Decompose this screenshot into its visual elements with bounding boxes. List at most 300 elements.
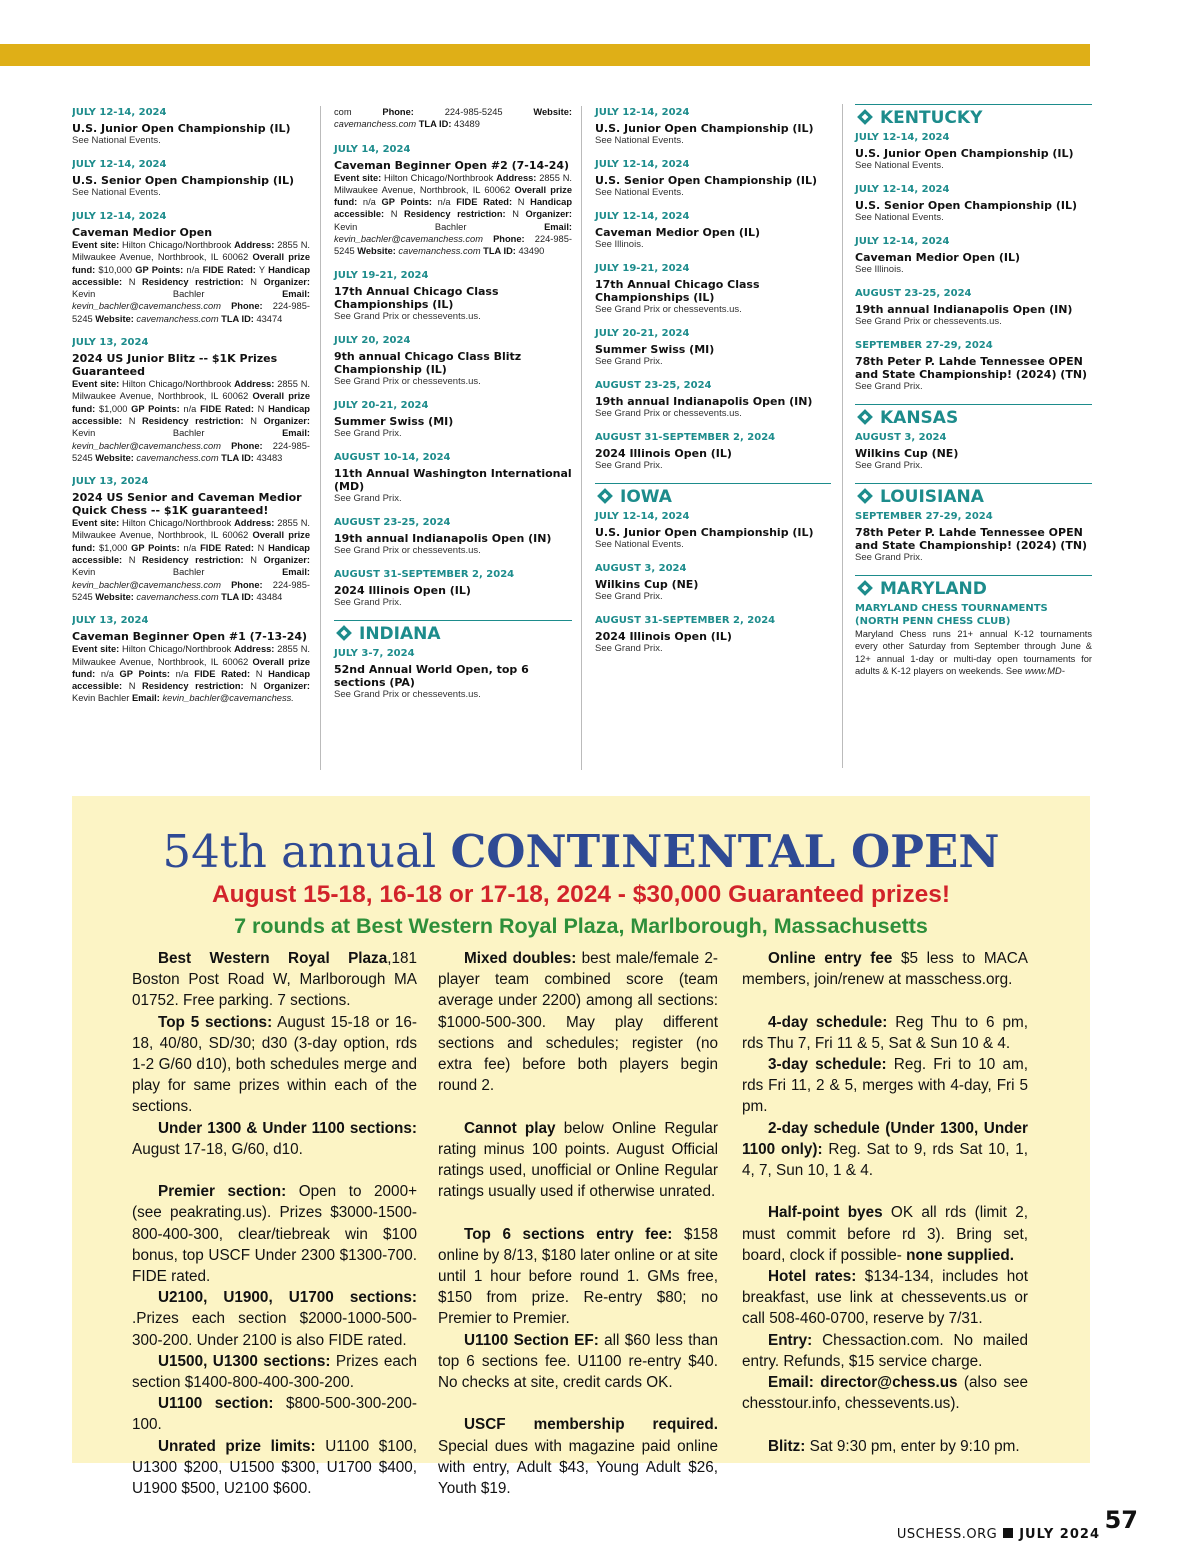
detail-value: n/a xyxy=(179,403,201,414)
detail-label: FIDE Rated: xyxy=(202,264,256,275)
ad-paragraph-lead: USCF membership required. xyxy=(464,1416,718,1434)
detail-value: cavemanchess.com xyxy=(133,591,222,602)
ad-paragraph-lead: Blitz: xyxy=(768,1437,806,1455)
ad-paragraph-lead: Hotel rates: xyxy=(768,1268,857,1286)
detail-value: 224-985-5245 xyxy=(413,107,534,117)
detail-value: Kevin Bachler xyxy=(72,567,283,578)
state-name: KANSAS xyxy=(880,408,959,428)
event-title: 17th Annual Chicago Class Championships (IL) xyxy=(334,284,499,311)
detail-label: Event site: xyxy=(72,644,120,655)
detail-label: Website: xyxy=(95,591,134,602)
event-note: See National Events. xyxy=(72,135,161,146)
event-note: See Grand Prix. xyxy=(595,460,663,471)
detail-label: Event site: xyxy=(72,518,120,529)
event-title: Caveman Beginner Open #1 (7-13-24) xyxy=(72,630,308,644)
detail-label: Residency restriction: xyxy=(142,555,244,566)
detail-value: n/a xyxy=(357,197,382,208)
detail-value: 43483 xyxy=(253,452,283,463)
detail-label: Overall prize fund: xyxy=(72,656,310,679)
detail-value: Kevin Bachler xyxy=(72,289,283,300)
detail-value: 2855 N. Milwaukee Avenue, Northbrook, IL 60062 xyxy=(72,379,310,402)
detail-label: Phone: xyxy=(493,234,525,245)
ad-paragraph-text: Sat 9:30 pm, enter by 9:10 pm. xyxy=(805,1437,1020,1455)
detail-label: Handicap accessible: xyxy=(334,197,572,220)
event-title: 9th annual Chicago Class Blitz Championship (IL) xyxy=(334,349,522,376)
detail-label: Website: xyxy=(95,313,134,324)
state-diamond-icon xyxy=(857,409,873,425)
detail-value: cavemanchess.com xyxy=(395,246,484,257)
event-note: See Grand Prix. xyxy=(855,552,923,563)
detail-label: Email: xyxy=(282,567,310,578)
state-diamond-icon xyxy=(857,488,873,504)
page-footer xyxy=(897,1527,1100,1542)
event-date: JULY 20, 2024 xyxy=(334,334,411,346)
event-listing xyxy=(72,106,310,147)
ad-paragraph xyxy=(438,1414,718,1499)
detail-label: Residency restriction: xyxy=(142,681,244,692)
ad-paragraph xyxy=(438,1330,718,1394)
ad-paragraph-text: $134-134, includes hot breakfast, use link at chessevents.us or call 508-460-0700, reserve by 7/31. xyxy=(742,1268,1028,1328)
ad-paragraph-text: Prizes each section $1400-800-400-300-200. xyxy=(132,1352,418,1392)
event-title: 19th annual Indianapolis Open (IN) xyxy=(855,303,1073,316)
detail-value: N xyxy=(122,681,142,692)
detail-label: Residency restriction: xyxy=(142,276,244,287)
ad-paragraph-lead: U2100, U1900, U1700 sections: xyxy=(158,1289,417,1307)
detail-label: Address: xyxy=(234,240,275,250)
event-date: AUGUST 3, 2024 xyxy=(595,563,687,574)
ad-paragraph-text: August 15-18 or 16-18, 40/80, SD/30; d30 (3-day option, rds 1-2 G/60 d10), both schedules merge and play for same prizes within each of the sections. xyxy=(132,1013,417,1116)
event-note: See Grand Prix or chessevents.us. xyxy=(334,375,481,387)
event-note: See Grand Prix or chessevents.us. xyxy=(595,408,742,419)
event-title: U.S. Senior Open Championship (IL) xyxy=(595,174,818,187)
detail-value: N xyxy=(243,276,264,287)
detail-label: GP Points: xyxy=(135,264,184,275)
ad-paragraph xyxy=(742,1118,1028,1182)
ad-paragraph-text: $800-500-300-200-100. xyxy=(132,1395,417,1434)
ad-paragraph xyxy=(438,1118,718,1203)
event-title: Summer Swiss (MI) xyxy=(334,414,454,428)
detail-value: Y xyxy=(255,264,269,275)
event-listing xyxy=(334,143,572,258)
event-title: U.S. Junior Open Championship (IL) xyxy=(855,147,1074,160)
event-listing xyxy=(595,510,831,551)
event-listing xyxy=(855,183,1092,224)
detail-value: N xyxy=(122,555,142,566)
detail-label: Handicap accessible: xyxy=(72,668,310,692)
event-listing xyxy=(334,269,572,323)
detail-value: n/a xyxy=(183,264,203,275)
event-listing xyxy=(595,158,831,199)
event-date: AUGUST 31-SEPTEMBER 2, 2024 xyxy=(595,432,776,443)
event-note: See Illinois. xyxy=(855,264,904,275)
event-title: Wilkins Cup (NE) xyxy=(855,447,959,460)
event-title: 2024 US Senior and Caveman Medior Quick Chess -- $1K guaranteed! xyxy=(72,491,302,518)
detail-label: Address: xyxy=(496,172,537,183)
event-date: JULY 13, 2024 xyxy=(72,615,149,627)
detail-label: GP Points: xyxy=(131,403,180,414)
ad-paragraph xyxy=(742,948,1028,990)
detail-value: N xyxy=(505,209,526,220)
detail-value: 2855 N. Milwaukee Avenue, Northbrook, IL 60062 xyxy=(334,172,572,195)
detail-label: Event site: xyxy=(334,172,382,183)
detail-value: Hilton Chicago/Northbrook xyxy=(119,379,235,390)
ad-paragraph-text: Reg. Fri to 10 am, rds Fri 11, 2 & 5, merges with 4-day, Fri 5 pm. xyxy=(742,1056,1029,1116)
ad-paragraph xyxy=(132,1118,417,1160)
ad-paragraph xyxy=(132,1436,417,1500)
ad-paragraph-lead: Email: director@chess.us xyxy=(768,1374,958,1392)
event-note: See Grand Prix. xyxy=(334,492,402,504)
ad-title xyxy=(72,824,1090,880)
event-listing xyxy=(334,516,572,557)
detail-value: 2855 N. Milwaukee Avenue, Northbrook, IL 60062 xyxy=(72,240,310,263)
event-note: See Grand Prix. xyxy=(595,591,663,602)
detail-label: GP Points: xyxy=(381,197,432,208)
ad-paragraph xyxy=(438,948,718,1096)
event-title: U.S. Junior Open Championship (IL) xyxy=(595,122,814,135)
ad-paragraph-lead: Entry: xyxy=(768,1331,813,1349)
ad-paragraph-text: OK all rds (limit 2, must commit before rd 3). Bring set, board, clock if possible- xyxy=(742,1204,1028,1264)
detail-value: 43489 xyxy=(451,119,480,130)
ad-paragraph-text: $158 online by 8/13, $180 later online or at site until 1 hour before round 1. GMs free, $150 from prize. Re-entry $80; no Premier to Premier. xyxy=(438,1225,718,1328)
event-listing xyxy=(72,614,310,704)
ad-paragraph xyxy=(742,1012,1028,1054)
event-date: JULY 12-14, 2024 xyxy=(855,132,950,143)
ad-paragraph xyxy=(742,1330,1028,1372)
detail-label: Organizer: xyxy=(263,681,310,692)
detail-label: FIDE Rated: xyxy=(456,197,513,208)
state-heading-kentucky xyxy=(855,104,1092,129)
event-title: U.S. Senior Open Championship (IL) xyxy=(855,199,1078,212)
ad-title-main: CONTINENTAL OPEN xyxy=(450,825,1000,878)
maryland-link: www.MD- xyxy=(1025,665,1065,676)
event-note: See National Events. xyxy=(855,212,944,223)
event-date: AUGUST 23-25, 2024 xyxy=(595,380,712,391)
event-listing xyxy=(595,262,831,316)
detail-label: Organizer: xyxy=(263,276,310,287)
ad-paragraph xyxy=(438,1224,718,1330)
event-title: 19th annual Indianapolis Open (IN) xyxy=(334,531,552,545)
detail-value: N xyxy=(122,415,142,426)
event-title: 2024 Illinois Open (IL) xyxy=(595,447,732,460)
state-name: INDIANA xyxy=(359,623,441,644)
detail-value: com xyxy=(334,107,383,117)
ad-paragraph xyxy=(742,1202,1028,1266)
event-title: Caveman Beginner Open #2 (7-14-24) xyxy=(334,158,570,172)
event-title: U.S. Junior Open Championship (IL) xyxy=(595,526,814,539)
event-date: AUGUST 3, 2024 xyxy=(855,432,947,443)
detail-label: FIDE Rated: xyxy=(200,403,254,414)
maryland-subheading: MARYLAND CHESS TOURNAMENTS (NORTH PENN CHESS CLUB) xyxy=(855,603,1048,627)
detail-value: 43490 xyxy=(515,246,545,257)
event-date: SEPTEMBER 27-29, 2024 xyxy=(855,340,993,351)
event-listing xyxy=(334,568,572,609)
ad-column-2 xyxy=(438,948,718,1499)
event-date: JULY 12-14, 2024 xyxy=(72,107,167,118)
detail-label: Organizer: xyxy=(263,555,310,566)
detail-label: Phone: xyxy=(231,440,263,451)
state-heading-maryland xyxy=(855,575,1092,600)
ad-paragraph xyxy=(132,1012,417,1118)
detail-value: 224-985-5245 xyxy=(334,234,572,257)
detail-value: N xyxy=(243,415,264,426)
event-note: See Grand Prix. xyxy=(855,381,923,392)
event-details xyxy=(334,172,572,258)
detail-value: 224-985-5245 xyxy=(72,301,310,324)
detail-label: TLA ID: xyxy=(418,119,452,130)
ad-paragraph-text: $5 less to MACA members, join/renew at masschess.org. xyxy=(742,950,1029,989)
ad-column-1 xyxy=(132,948,417,1499)
event-listing xyxy=(855,287,1092,328)
event-note: See National Events. xyxy=(595,187,684,198)
detail-label: GP Points: xyxy=(131,542,180,553)
ad-paragraph-lead: Cannot play xyxy=(464,1119,556,1137)
event-note: See Grand Prix. xyxy=(855,460,923,471)
ad-paragraph-lead: U1100 section: xyxy=(158,1395,274,1413)
listings-column-1 xyxy=(72,106,310,770)
event-date: JULY 12-14, 2024 xyxy=(72,211,167,222)
ad-paragraph-lead: Top 6 sections entry fee: xyxy=(464,1225,673,1243)
detail-label: TLA ID: xyxy=(221,591,254,602)
ad-paragraph-lead: Top 5 sections: xyxy=(158,1013,273,1031)
detail-value: n/a xyxy=(179,542,201,553)
detail-label: TLA ID: xyxy=(221,313,254,324)
event-listing xyxy=(595,614,831,655)
detail-value: N xyxy=(250,668,269,679)
detail-value: cavemanchess.com xyxy=(334,119,419,130)
detail-value: kevin_bachler@cavemanchess.com xyxy=(334,234,494,245)
ad-paragraph-lead: Half-point byes xyxy=(768,1204,883,1222)
detail-label: Website: xyxy=(533,107,572,117)
detail-label: GP Points: xyxy=(119,668,170,679)
event-note: See Grand Prix. xyxy=(595,356,663,367)
detail-label: Email: xyxy=(544,221,572,232)
event-note: See Grand Prix. xyxy=(595,643,663,654)
event-title: Caveman Medior Open xyxy=(72,226,213,239)
ad-paragraph-lead: 3-day schedule: xyxy=(768,1056,887,1073)
event-listing xyxy=(595,327,831,368)
state-heading-iowa xyxy=(595,483,831,508)
detail-label: Overall prize fund: xyxy=(72,530,310,553)
event-date: JULY 13, 2024 xyxy=(72,476,149,488)
event-title: U.S. Junior Open Championship (IL) xyxy=(72,122,291,135)
event-listing xyxy=(855,510,1092,564)
event-listing xyxy=(72,336,310,464)
ad-paragraph-text: U1100 $100, U1300 $200, U1500 $300, U1700 $400, U1900 $500, U2100 $600. xyxy=(132,1437,417,1498)
event-listing xyxy=(855,431,1092,472)
ad-paragraph-text: Chessaction.com. No mailed entry. Refunds, $15 service charge. xyxy=(742,1331,1028,1370)
state-diamond-icon xyxy=(336,625,352,641)
maryland-text-body: Maryland Chess runs 21+ annual K-12 tournaments every other Saturday from September through June & 12+ annual 1-day or multi-day open tournaments for adults & K-12 players on weekends. See xyxy=(855,629,1092,676)
detail-value: Hilton Chicago/Northbrook xyxy=(119,644,235,655)
ad-paragraph-text: August 17-18, G/60, d10. xyxy=(132,1140,303,1158)
detail-value: 43474 xyxy=(253,313,283,324)
state-heading-kansas xyxy=(855,404,1092,429)
ad-paragraph-text: Reg Thu to 6 pm, rds Thu 7, Fri 11 & 5, Sat & Sun 10 & 4. xyxy=(742,1013,1028,1052)
event-details xyxy=(72,239,310,325)
event-date: JULY 12-14, 2024 xyxy=(855,236,950,247)
detail-label: Overall prize fund: xyxy=(72,252,310,275)
event-date: JULY 12-14, 2024 xyxy=(595,107,690,118)
ad-paragraph-text: best male/female 2-player team combined score (team average under 2200) among all sections: $1000-500-300. May play different sections and schedules; register (no extra fee) before both players begin round 2. xyxy=(438,950,718,1095)
detail-value: 2855 N. Milwaukee Avenue, Northbrook, IL 60062 xyxy=(72,518,310,541)
page-number: 57 xyxy=(1104,1506,1138,1534)
ad-paragraph-text: Special dues with magazine paid online with entry, Adult $43, Young Adult $26, Youth $19. xyxy=(438,1437,718,1498)
detail-label: Phone: xyxy=(382,107,414,117)
detail-value: Kevin Bachler xyxy=(334,221,545,232)
event-title: 19th annual Indianapolis Open (IN) xyxy=(595,395,813,408)
detail-label: Email: xyxy=(282,289,310,300)
ad-title-prefix: 54th annual xyxy=(162,825,451,878)
ad-paragraph-lead: 4-day schedule: xyxy=(768,1013,888,1031)
detail-label: Residency restriction: xyxy=(404,209,506,220)
ad-paragraph-lead: Unrated prize limits: xyxy=(158,1437,316,1455)
detail-label: Website: xyxy=(95,452,134,463)
detail-value: N xyxy=(243,681,264,692)
ad-paragraph-text: .Prizes each section $2000-1000-500-300-200. Under 2100 is also FIDE rated. xyxy=(132,1310,417,1349)
footer-square-icon xyxy=(1003,1528,1013,1538)
event-listing xyxy=(72,475,310,603)
listings-column-2 xyxy=(320,106,572,770)
event-date: JULY 12-14, 2024 xyxy=(855,184,950,195)
detail-value: Hilton Chicago/Northbrook xyxy=(381,172,497,183)
detail-label: Phone: xyxy=(231,579,263,590)
detail-label: Handicap accessible: xyxy=(72,542,310,566)
detail-value: n/a xyxy=(95,668,120,679)
ad-paragraph xyxy=(742,1436,1028,1457)
event-note: See National Events. xyxy=(855,160,944,171)
detail-value: 43484 xyxy=(253,591,283,602)
accent-bar xyxy=(0,44,1090,66)
event-note: See Grand Prix. xyxy=(334,596,402,608)
event-date: JULY 14, 2024 xyxy=(334,143,411,155)
event-listing xyxy=(595,431,831,472)
ad-paragraph-lead: Mixed doubles: xyxy=(464,950,577,967)
event-title: 52nd Annual World Open, top 6 sections (PA) xyxy=(334,662,529,689)
maryland-text xyxy=(855,628,1092,677)
state-heading-indiana xyxy=(334,620,572,645)
detail-label: Handicap accessible: xyxy=(72,403,310,426)
event-date: JULY 13, 2024 xyxy=(72,337,149,349)
event-date: JULY 12-14, 2024 xyxy=(595,159,690,170)
state-name: LOUISIANA xyxy=(880,487,984,507)
detail-label: Event site: xyxy=(72,240,120,250)
event-date: JULY 12-14, 2024 xyxy=(595,511,690,522)
event-listing xyxy=(334,334,572,388)
event-date: SEPTEMBER 27-29, 2024 xyxy=(855,511,993,522)
event-date: AUGUST 23-25, 2024 xyxy=(334,516,451,528)
event-note: See Grand Prix. xyxy=(334,427,402,439)
state-diamond-icon xyxy=(597,488,613,504)
ad-paragraph xyxy=(132,1351,417,1393)
detail-label: Address: xyxy=(234,518,275,529)
event-title: Caveman Medior Open (IL) xyxy=(855,251,1021,264)
event-title: Caveman Medior Open (IL) xyxy=(595,226,761,239)
detail-label: FIDE Rated: xyxy=(194,668,251,679)
ad-paragraph xyxy=(742,1054,1028,1118)
ad-subtitle-venue: 7 rounds at Best Western Royal Plaza, Marlborough, Massachusetts xyxy=(234,914,928,938)
detail-label: Email: xyxy=(282,428,310,439)
ad-paragraph-lead: U1100 Section EF: xyxy=(464,1331,599,1349)
ad-paragraph-text: (also see chesstour.info, chessevents.us). xyxy=(742,1374,1028,1413)
detail-value: $10,000 xyxy=(95,264,136,275)
event-title: 2024 Illinois Open (IL) xyxy=(334,583,471,597)
event-title: 2024 US Junior Blitz -- $1K Prizes Guaranteed xyxy=(72,352,278,379)
ad-paragraph-lead: U1500, U1300 sections: xyxy=(158,1352,331,1370)
listings-column-4 xyxy=(842,104,1092,768)
detail-value: n/a xyxy=(431,197,457,208)
event-title: 78th Peter P. Lahde Tennessee OPEN and State Championship! (2024) (TN) xyxy=(855,355,1088,381)
event-date: JULY 20-21, 2024 xyxy=(595,328,690,339)
detail-label: Organizer: xyxy=(263,415,310,426)
event-date: JULY 19-21, 2024 xyxy=(595,263,690,274)
detail-label: TLA ID: xyxy=(221,452,254,463)
ad-paragraph-emph: none supplied. xyxy=(906,1246,1015,1264)
ad-subtitle-dates: August 15-18, 16-18 or 17-18, 2024 - $30,000 Guaranteed prizes! xyxy=(211,881,951,908)
detail-label: Address: xyxy=(234,644,275,655)
event-date: AUGUST 31-SEPTEMBER 2, 2024 xyxy=(334,568,515,580)
detail-value: N xyxy=(253,403,269,414)
event-date: AUGUST 10-14, 2024 xyxy=(334,451,451,463)
event-listing xyxy=(855,235,1092,276)
listings-column-3 xyxy=(581,106,831,770)
event-listing xyxy=(72,210,310,325)
detail-label: Overall prize fund: xyxy=(72,391,310,414)
detail-value: N xyxy=(384,209,404,220)
event-date: JULY 20-21, 2024 xyxy=(334,399,429,411)
detail-label: Handicap accessible: xyxy=(72,264,310,287)
ad-paragraph xyxy=(132,1393,417,1435)
detail-value: kevin_bachler@cavemanchess.com xyxy=(72,301,232,312)
detail-value: 224-985-5245 xyxy=(72,440,310,463)
ad-paragraph-lead: Under 1300 & Under 1100 sections: xyxy=(158,1119,417,1137)
state-name: MARYLAND xyxy=(880,579,987,599)
detail-label: Website: xyxy=(357,246,396,257)
ad-paragraph xyxy=(742,1372,1028,1414)
state-diamond-icon xyxy=(857,580,873,596)
state-name: IOWA xyxy=(620,487,672,507)
event-listing xyxy=(72,158,310,199)
event-listing xyxy=(334,451,572,505)
detail-label: TLA ID: xyxy=(483,246,516,257)
detail-value: Kevin Bachler xyxy=(72,428,283,439)
event-note: See Grand Prix or chessevents.us. xyxy=(334,310,481,322)
ad-paragraph-text: Reg. Sat to 9, rds Sat 10, 1, 4, 7, Sun 10, 1 & 4. xyxy=(742,1140,1028,1180)
event-note: See National Events. xyxy=(72,187,161,198)
event-title: 17th Annual Chicago Class Championships (IL) xyxy=(595,278,760,304)
event-note: See Illinois. xyxy=(595,239,644,250)
event-title: 2024 Illinois Open (IL) xyxy=(595,630,732,643)
ad-paragraph-lead: Premier section: xyxy=(158,1183,287,1201)
event-note: See Grand Prix or chessevents.us. xyxy=(595,304,742,315)
detail-value: N xyxy=(243,555,264,566)
ad-paragraph-lead: 2-day schedule (Under 1300, Under 1100 only): xyxy=(742,1119,1028,1158)
ad-paragraph-lead: Best Western Royal Plaza xyxy=(158,950,388,967)
ad-paragraph xyxy=(742,1266,1028,1330)
event-title: Summer Swiss (MI) xyxy=(595,343,715,356)
event-note: See Grand Prix or chessevents.us. xyxy=(334,688,481,700)
event-date: AUGUST 31-SEPTEMBER 2, 2024 xyxy=(595,615,776,626)
event-date: JULY 12-14, 2024 xyxy=(72,159,167,170)
event-title: 11th Annual Washington International (MD) xyxy=(334,466,572,493)
event-listing xyxy=(334,647,572,701)
footer-site: USCHESS.ORG xyxy=(896,1527,998,1542)
detail-value: Hilton Chicago/Northbrook xyxy=(119,240,235,250)
event-note: See Grand Prix or chessevents.us. xyxy=(855,316,1002,327)
state-name: KENTUCKY xyxy=(880,108,983,128)
ad-paragraph-text: all $60 less than top 6 sections fee. U1100 re-entry $40. No checks at site, credit cards OK. xyxy=(438,1331,718,1392)
detail-label: FIDE Rated: xyxy=(200,542,254,553)
event-date: JULY 12-14, 2024 xyxy=(595,211,690,222)
